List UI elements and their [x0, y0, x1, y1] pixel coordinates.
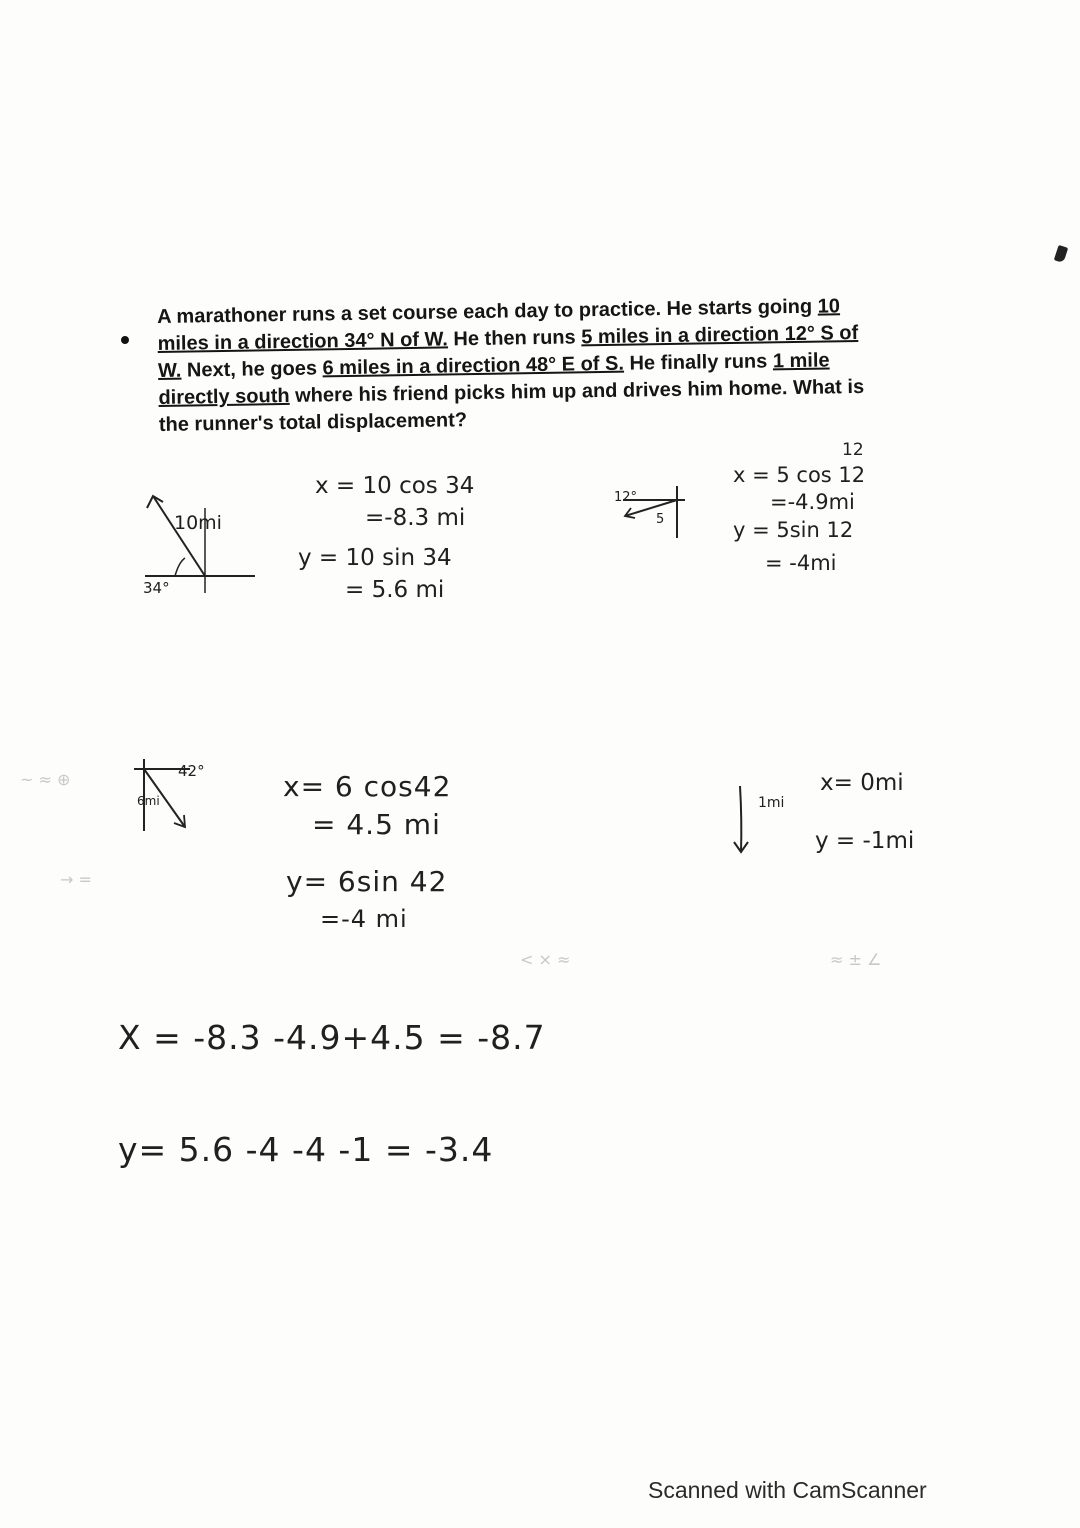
leg1-x-equation: x = 10 cos 34 — [315, 473, 475, 499]
leg3-y-result: =-4 mi — [320, 905, 408, 933]
bleed-through-marks: → = — [60, 870, 92, 889]
leg1-distance-label: 10mi — [174, 512, 222, 534]
bleed-through-marks: ≈ ± ∠ — [830, 950, 882, 969]
problem-text-underlined: W. — [157, 359, 182, 382]
problem-statement — [157, 291, 959, 439]
problem-text: He finally runs — [623, 350, 774, 375]
leg2-angle-note: 12 — [842, 440, 864, 460]
leg2-y-equation: y = 5sin 12 — [733, 518, 854, 542]
problem-text: He then runs — [447, 326, 582, 351]
scan-edge-mark — [1054, 245, 1068, 263]
leg2-x-equation: x = 5 cos 12 — [733, 463, 866, 487]
leg3-angle-label: 42° — [178, 762, 205, 780]
leg4-distance-label: 1mi — [758, 795, 785, 811]
problem-text-underlined: directly south — [158, 384, 290, 409]
leg1-x-result: =-8.3 mi — [365, 505, 466, 531]
leg1-y-result: = 5.6 mi — [345, 577, 445, 603]
leg2-y-result: = -4mi — [765, 551, 837, 575]
bleed-through-marks: ~ ≈ ⊕ — [20, 770, 71, 789]
leg3-x-equation: x= 6 cos42 — [283, 770, 452, 803]
leg3-x-result: = 4.5 mi — [312, 808, 441, 841]
leg2-distance-label: 5 — [656, 512, 665, 527]
leg1-y-equation: y = 10 sin 34 — [298, 545, 452, 571]
leg1-angle-label: 34° — [143, 579, 170, 597]
problem-text: A marathoner runs a set course each day to practice. He starts going — [157, 295, 818, 328]
leg2-angle-label: 12° — [614, 490, 638, 505]
problem-text: where his friend picks him up and drives him home. What is — [289, 375, 865, 407]
bleed-through-marks: < × ≈ — [520, 950, 571, 969]
problem-text-underlined: 5 miles in a direction 12° S of — [581, 321, 859, 349]
bullet-point — [121, 336, 129, 344]
problem-text-underlined: miles in a direction 34° N of W. — [157, 328, 449, 355]
scanner-watermark: Scanned with CamScanner — [648, 1477, 927, 1503]
problem-text: Next, he goes — [181, 357, 323, 382]
total-x-equation: X = -8.3 -4.9+4.5 = -8.7 — [118, 1018, 546, 1057]
leg4-y-result: y = -1mi — [815, 828, 915, 854]
leg2-x-result: =-4.9mi — [770, 490, 855, 514]
problem-text-underlined: 1 mile — [772, 349, 830, 373]
leg3-distance-label: 6mi — [137, 794, 160, 808]
leg4-x-result: x= 0mi — [820, 770, 904, 796]
leg3-y-equation: y= 6sin 42 — [286, 865, 448, 898]
problem-text-underlined: 10 — [817, 295, 841, 318]
total-y-equation: y= 5.6 -4 -4 -1 = -3.4 — [118, 1130, 494, 1169]
problem-text-underlined: 6 miles in a direction 48° E of S. — [322, 352, 625, 380]
leg4-vector-sketch — [728, 780, 758, 860]
problem-question: the runner's total displacement? — [158, 409, 468, 436]
